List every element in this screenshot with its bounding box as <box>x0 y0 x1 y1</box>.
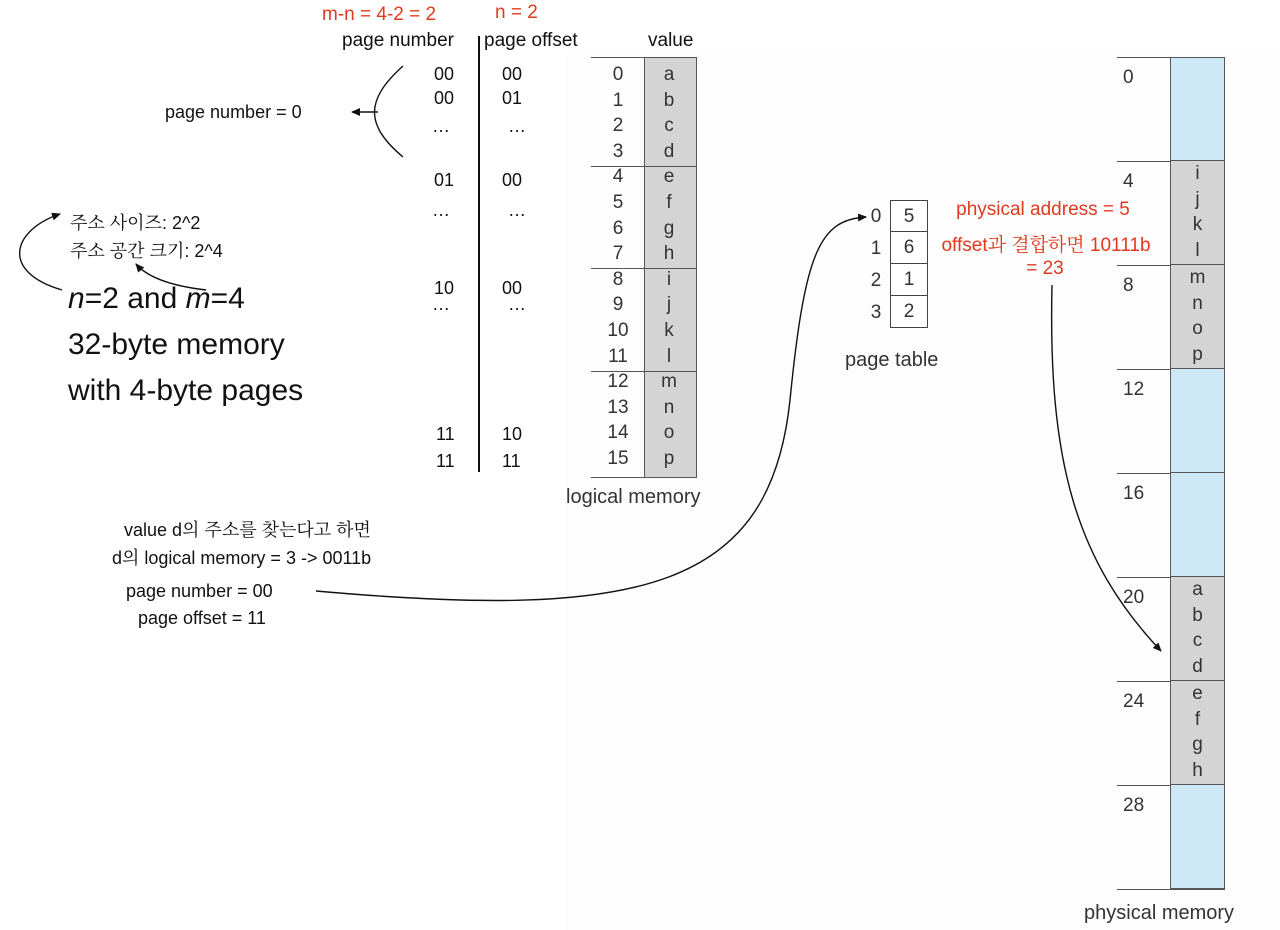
page-table-index: 2 <box>870 270 882 291</box>
physical-frame-value: o <box>1192 318 1203 340</box>
page-table-index: 0 <box>870 206 882 227</box>
logical-memory-index: 1 <box>612 89 624 111</box>
logical-memory-value: m <box>661 371 677 393</box>
address-offset-cell: … <box>508 294 526 314</box>
logical-memory-index: 5 <box>612 192 624 213</box>
page-number-note: page number = 0 <box>165 102 302 122</box>
param-end: =4 <box>210 282 245 315</box>
physical-frame-label: 8 <box>1123 275 1134 296</box>
address-offset-cell: 10 <box>502 424 523 444</box>
params-line-2: 32-byte memory <box>68 328 285 361</box>
address-page-cell: 00 <box>434 88 455 108</box>
n-formula: n = 2 <box>495 2 538 23</box>
logical-memory-value: b <box>663 89 675 111</box>
param-m: m <box>185 282 211 315</box>
page-table-index: 1 <box>870 238 882 259</box>
physical-address-arrow <box>1052 285 1161 651</box>
address-size-note: 주소 사이즈: 2^2 <box>70 213 201 233</box>
logical-memory-index: 13 <box>607 396 629 418</box>
address-page-cell: 11 <box>436 451 455 471</box>
param-n: n <box>68 282 85 315</box>
physical-frame-value: i <box>1195 163 1200 184</box>
physical-frame-value: j <box>1195 188 1200 210</box>
logical-memory-value: n <box>663 396 675 418</box>
logical-memory-value: h <box>663 243 675 265</box>
physical-frame-value: f <box>1194 708 1201 730</box>
logical-memory-index: 7 <box>612 243 624 265</box>
example-line-1: value d의 주소를 찾는다고 하면 <box>124 520 371 540</box>
physical-frame-label: 24 <box>1123 691 1145 712</box>
address-space-arrow <box>136 264 206 290</box>
address-offset-cell: 01 <box>502 88 523 108</box>
physical-frame-value: b <box>1192 604 1203 626</box>
logical-memory-index: 9 <box>612 294 624 316</box>
physical-frame-value: c <box>1192 630 1203 652</box>
logical-memory-index: 15 <box>607 448 629 469</box>
physical-note-line-1: physical address = 5 <box>956 199 1130 220</box>
physical-frame-value: e <box>1192 683 1203 704</box>
logical-memory-value: j <box>666 294 672 316</box>
physical-frame-label: 12 <box>1123 379 1145 400</box>
physical-memory-label: physical memory <box>1084 902 1235 924</box>
column-header-page-number: page number <box>342 30 454 51</box>
address-page-cell: … <box>432 294 450 314</box>
physical-frame-value: p <box>1192 343 1203 365</box>
logical-memory-value: f <box>666 192 672 213</box>
logical-memory-value: a <box>663 64 675 85</box>
page-table-frame: 1 <box>890 264 928 296</box>
physical-frame-value: l <box>1195 239 1200 261</box>
physical-frame-value: n <box>1192 292 1203 314</box>
param-mid: =2 and <box>84 282 186 315</box>
logical-memory-value: c <box>664 115 674 137</box>
logical-memory-index: 2 <box>612 115 624 137</box>
address-size-arrow <box>20 214 62 290</box>
mn-formula: m-n = 4-2 = 2 <box>322 4 437 25</box>
logical-memory-label: logical memory <box>566 486 701 508</box>
address-offset-cell: … <box>508 116 526 136</box>
example-line-2: d의 logical memory = 3 -> 0011b <box>112 548 372 568</box>
params-line-3: with 4-byte pages <box>68 374 304 407</box>
logical-memory-value: g <box>663 217 675 239</box>
physical-frame-label: 20 <box>1123 587 1145 608</box>
logical-memory-index: 3 <box>612 140 624 162</box>
logical-memory-index: 14 <box>607 422 629 444</box>
physical-note-line-3: = 23 <box>1026 258 1064 279</box>
page-brace-arc <box>375 66 404 157</box>
logical-memory-index: 0 <box>612 64 624 85</box>
physical-frame-label: 28 <box>1123 795 1145 816</box>
page-table-label: page table <box>845 349 939 371</box>
logical-memory-value: i <box>666 268 672 290</box>
physical-frame-label: 4 <box>1123 171 1134 192</box>
address-offset-cell: 00 <box>502 278 523 298</box>
physical-frame-value: k <box>1192 214 1203 236</box>
logical-memory-value: o <box>663 422 675 444</box>
logical-memory-value: k <box>664 320 674 341</box>
logical-memory-value: e <box>663 166 675 188</box>
physical-frame-value: h <box>1192 759 1203 781</box>
address-page-cell: 10 <box>434 278 455 298</box>
physical-frame-label: 0 <box>1123 67 1134 88</box>
address-space-size-note: 주소 공간 크기: 2^4 <box>70 241 223 261</box>
logical-memory-index: 4 <box>612 166 624 188</box>
page-table-frame: 2 <box>890 296 928 328</box>
logical-memory-value: d <box>663 140 675 162</box>
page-table-frame: 6 <box>890 232 928 264</box>
address-page-cell: … <box>432 116 450 136</box>
address-page-cell: 00 <box>434 64 455 84</box>
address-offset-cell: 00 <box>502 170 523 190</box>
physical-frame-value: a <box>1192 579 1203 600</box>
page-table-index: 3 <box>870 302 882 323</box>
logical-memory-index: 8 <box>612 268 624 290</box>
logical-memory-index: 6 <box>612 217 624 239</box>
address-offset-cell: … <box>508 200 526 220</box>
page-number-to-table-arrow <box>316 217 866 601</box>
logical-memory-index: 12 <box>607 371 629 393</box>
example-line-3: page number = 00 <box>126 581 273 601</box>
logical-memory-index: 10 <box>607 320 629 341</box>
example-line-4: page offset = 11 <box>138 608 266 628</box>
address-offset-cell: 00 <box>502 64 523 84</box>
physical-frame-value: m <box>1189 267 1206 288</box>
physical-frame-label: 16 <box>1123 483 1145 504</box>
physical-frame-value: d <box>1192 655 1203 677</box>
logical-memory-index: 11 <box>608 345 628 367</box>
page-table-frame: 5 <box>890 200 928 232</box>
column-header-page-offset: page offset <box>484 30 578 51</box>
address-page-cell: 01 <box>434 170 455 190</box>
address-page-cell: 11 <box>436 424 455 444</box>
physical-note-line-2: offset과 결합하면 10111b <box>941 235 1151 256</box>
column-header-value: value <box>648 30 694 51</box>
physical-frame-value: g <box>1192 734 1203 756</box>
address-page-cell: … <box>432 200 450 220</box>
address-offset-cell: 11 <box>502 451 521 471</box>
logical-memory-value: l <box>666 345 672 367</box>
logical-memory-value: p <box>663 448 675 469</box>
